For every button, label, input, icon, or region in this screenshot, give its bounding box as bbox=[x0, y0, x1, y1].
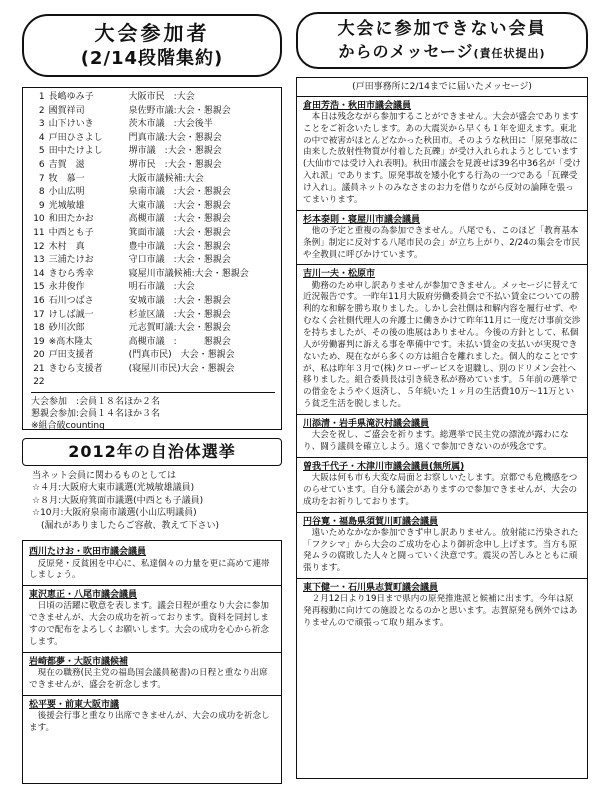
message-author: 松平要・前東大阪市議 bbox=[29, 699, 120, 710]
message bbox=[29, 699, 275, 735]
message-body: 日頃の活躍に敬意を表します。議会日程が重なり大会に参加できませんが、大会の成功を祈っております。資料を同封しますので配布をよろしくお願いします。大会の成功を心から祈念します。 bbox=[29, 601, 269, 647]
member-row bbox=[31, 226, 275, 240]
member-row bbox=[31, 267, 275, 281]
member-name: ※高木隆太 bbox=[48, 336, 93, 347]
divider bbox=[297, 96, 587, 97]
member-number: 10 bbox=[33, 214, 45, 225]
message-author: 東沢恵正・八尾市議会議員 bbox=[29, 590, 138, 601]
message-author: 東下健一・石川県志賀町議会議員 bbox=[303, 583, 439, 594]
member-name: 中西とも子 bbox=[48, 227, 94, 238]
participants-title-line1: 大会参加者 bbox=[94, 21, 210, 45]
member-category: 大東市議 :大会・懇親会 bbox=[128, 200, 231, 211]
member-row bbox=[31, 362, 275, 376]
message-body: 現在の職務(民主党の福島国会議員秘書)の日程と重なり出席できませんが、盛会を祈念します。 bbox=[29, 667, 268, 690]
member-number: 9 bbox=[38, 200, 45, 211]
member-row bbox=[31, 172, 275, 186]
member-category: 元志賀町議:大会・懇親会 bbox=[128, 323, 231, 334]
member-name: 小山広明 bbox=[48, 187, 85, 198]
member-row bbox=[31, 281, 275, 295]
election-line: 当ネット会員に関わるものとしては bbox=[32, 470, 177, 481]
election-line: ☆10月:大阪府泉南市議選(小山広明議員) bbox=[32, 508, 197, 519]
member-name: けしば誠一 bbox=[48, 309, 94, 320]
message bbox=[29, 656, 275, 692]
message bbox=[29, 589, 275, 649]
message-body: 反原発・反貧困を中心に、私達個々の力量を更に高めて連帯しましょう。 bbox=[29, 558, 270, 581]
member-number: 17 bbox=[33, 309, 45, 320]
messages-title bbox=[296, 12, 588, 69]
divider bbox=[297, 210, 587, 211]
member-number: 7 bbox=[38, 173, 45, 184]
member-number: 15 bbox=[33, 282, 45, 293]
member-row bbox=[31, 213, 275, 227]
messages-title-line1: 大会に参加できない会員 bbox=[337, 19, 547, 39]
right-column bbox=[296, 0, 588, 779]
divider bbox=[297, 264, 587, 265]
election-line: ☆８月:大阪府箕面市議選(中西とも子議員) bbox=[32, 495, 204, 506]
member-row bbox=[31, 131, 275, 145]
member-name: きむら秀幸 bbox=[48, 268, 94, 279]
election-line: ☆４月:大阪府大東市議選(光城敏雄議員) bbox=[32, 483, 195, 494]
message bbox=[303, 214, 581, 262]
message-author: 西川たけお・吹田市議会議員 bbox=[29, 547, 147, 558]
messages-title-suffix: (責任状提出) bbox=[473, 46, 546, 60]
message-body: 本日は残念ながら参加することができません。大会が盛会でありますことをご祈念いたします。あの大震災から早くも１年を迎えます。東北の中で被害がほとんどなかった秋田市。そのような秋田に「原発事故に由来した放射性物質が付着した瓦礫」が受け入れられようとしています(大仙市では受け入れ表明)。秋田市議会を見渡せば39名中36名が「受け入れ派」であります。原発事故を矮小化する行為の一つである「瓦礫受け入れ」。議員ネットのみなさまのお力を借りながら反対の論陣を張ってまいります。 bbox=[303, 111, 581, 205]
message-author: 岩崎都夢・大阪市議候補 bbox=[29, 656, 129, 667]
messages-title-line2 bbox=[302, 41, 582, 63]
member-category: 堺市民 :大会・懇親会 bbox=[128, 159, 222, 170]
member-name: 國賀祥司 bbox=[48, 105, 85, 116]
message bbox=[303, 461, 581, 509]
summary-divider bbox=[31, 392, 275, 393]
member-row bbox=[31, 104, 275, 118]
member-name: 牧 慕一 bbox=[48, 173, 85, 184]
member-name: 山下けいき bbox=[48, 119, 94, 130]
member-name: 石川つばさ bbox=[48, 295, 94, 306]
message-author: 倉田芳浩・秋田市議会議員 bbox=[303, 100, 412, 111]
message-author: 吉川一夫・松原市 bbox=[303, 269, 376, 280]
message-body: ２月12日より19日まで県内の原発推進派と候補に出ます。今年は原発再稼動に向けての施設となるのかと思います。志賀原発も例外ではありませんので頑張って取り組みます。 bbox=[303, 594, 578, 629]
member-number: 22 bbox=[33, 377, 45, 388]
election-title: 2012年の自治体選挙 bbox=[22, 438, 282, 466]
summary-line: 懇親会参加:会員１４名ほか３名 bbox=[31, 409, 161, 420]
member-name: 和田たかお bbox=[48, 214, 94, 225]
member-list bbox=[22, 87, 282, 430]
member-category: 杉並区議 :大会・懇親会 bbox=[128, 309, 231, 320]
message-author: 曽我千代子・木津川市議会議員(無所属) bbox=[303, 461, 465, 472]
member-number: 6 bbox=[38, 159, 45, 170]
divider bbox=[23, 652, 281, 653]
left-messages-box bbox=[22, 540, 282, 784]
member-number: 11 bbox=[33, 227, 45, 238]
member-number: 2 bbox=[38, 105, 45, 116]
divider bbox=[23, 585, 281, 586]
member-category: 安城市議 :大会・懇親会 bbox=[128, 295, 231, 306]
member-name: 砂川次郎 bbox=[48, 323, 85, 334]
member-number: 8 bbox=[38, 187, 45, 198]
member-number: 14 bbox=[33, 268, 45, 279]
member-category: 茨木市議 :大会後半 bbox=[128, 119, 213, 130]
message-author: 杉本泰則・寝屋川市議会議員 bbox=[303, 214, 421, 225]
divider bbox=[297, 512, 587, 513]
message bbox=[29, 546, 275, 582]
member-category: 堺市議 :大会・懇親会 bbox=[128, 146, 222, 157]
member-row bbox=[31, 294, 275, 308]
member-number: 20 bbox=[33, 350, 45, 361]
message bbox=[303, 268, 581, 411]
member-row bbox=[31, 145, 275, 159]
message-body: 遠いためなかなか参加できず申し訳ありません。放射能に汚染された「フクシマ」から大会のご成功を心より御祈念申し上げます。当方も原発ムラの腐敗した人々と闘っていく決意です。震災の苦しみとともに頑張ります。 bbox=[303, 527, 579, 574]
member-category: 高槻市議 :大会・懇親会 bbox=[128, 214, 231, 225]
message-author: 円谷寛・福島県須賀川町議会議員 bbox=[303, 516, 439, 527]
divider bbox=[23, 695, 281, 696]
divider bbox=[297, 414, 587, 415]
member-category: 高槻市議 : 懇親会 bbox=[128, 336, 231, 347]
divider bbox=[297, 457, 587, 458]
summary-line: ※組合破counting bbox=[31, 421, 105, 432]
member-row bbox=[31, 376, 275, 390]
member-row bbox=[31, 90, 275, 104]
member-row bbox=[31, 185, 275, 199]
member-category: 守口市議 :大会・懇親会 bbox=[128, 255, 231, 266]
member-category: 豊中市議 :大会・懇親会 bbox=[128, 241, 231, 252]
member-category: (門真市民) 大会・懇親会 bbox=[128, 350, 235, 361]
member-category: 泉南市議 :大会・懇親会 bbox=[128, 187, 231, 198]
member-number: 16 bbox=[33, 295, 45, 306]
member-category: 明石市議 :大会 bbox=[128, 282, 195, 293]
member-name: 木村 真 bbox=[48, 241, 85, 252]
member-name: 長嶋ゆみ子 bbox=[48, 92, 94, 103]
member-number: 5 bbox=[38, 146, 45, 157]
member-row bbox=[31, 308, 275, 322]
member-number: 3 bbox=[38, 119, 45, 130]
message-body: 勤務のため申し訳ありませんが参加できません。メッセージに替えて近況報告です。一昨年11月大阪府労働委員会で不払い賃金についての勝利的な和解を勝ち取りました。しかし会社側は和解内容を履行せず、やむなく会社側代理人の弁護士に働きかけて昨年11月に一度だけ事前交渉を持ちましたが、その後の進展はありません。今後の方針として、私個人が労働審判に訴える事を準備中です。未払い賃金の支払いが実現できないため、現在ながら多くの方は組合を離れました。個人的なことですが、私は昨年３月で(株)クローザービスを退職し、別のドリメン会社へ移りました。組合委員長は引き続き私が務めています。５年前の選挙での借金をようやく返済し、５年続いた１ヶ月の生活費10万～11万という貧乏生活を脱しました。 bbox=[303, 280, 581, 410]
member-name: 光城敏雄 bbox=[48, 200, 85, 211]
participants-title bbox=[22, 14, 282, 77]
message-author: 川添清・岩手県滝沢村議会議員 bbox=[303, 419, 430, 429]
member-category: (寝屋川市民)大会・懇親会 bbox=[128, 363, 235, 374]
member-name: 吉賀 滋 bbox=[48, 159, 85, 170]
member-row bbox=[31, 321, 275, 335]
summary-line: 大会参加 :会員１８名ほか２名 bbox=[31, 397, 161, 408]
member-number: 1 bbox=[38, 92, 45, 103]
member-number: 12 bbox=[33, 241, 45, 252]
left-column bbox=[22, 0, 282, 784]
member-number: 13 bbox=[33, 255, 45, 266]
member-row bbox=[31, 349, 275, 363]
member-number: 21 bbox=[33, 363, 45, 374]
member-name: 田中たけよし bbox=[48, 146, 103, 157]
member-category: 大阪市議候補:大会 bbox=[128, 173, 204, 184]
member-name: きむら支援者 bbox=[48, 363, 103, 374]
member-name: 戸田ひさよし bbox=[48, 132, 103, 143]
election-line: (漏れがありましたらご容赦、教えて下さい) bbox=[32, 520, 220, 531]
member-category: 箕面市議 :大会・懇親会 bbox=[128, 227, 231, 238]
member-category: 門真市議:大会・懇親会 bbox=[128, 132, 222, 143]
message-body: 後援会行事と重なり出席できませんが、大会の成功を祈念します。 bbox=[29, 710, 270, 733]
member-row bbox=[31, 253, 275, 267]
message-body: 他の予定と重複の為参加できません。八尾でも、このほど「教育基本条例」制定に反対する八尾市民の会」が立ち上がり、2/24の集会を市民や全教員に呼びかけています。 bbox=[303, 225, 581, 260]
member-row bbox=[31, 335, 275, 349]
messages-title-line2-text: からのメッセージ bbox=[338, 41, 474, 61]
member-category: 泉佐野市議:大会・懇親会 bbox=[128, 105, 231, 116]
message-body: 大会を祝し、ご盛会を祈ります。総選挙で民主党の漂流が露わになり、闘う議員を確立しよう。遠くで参加できないのが残念です。 bbox=[303, 430, 569, 452]
message bbox=[303, 516, 581, 576]
message bbox=[303, 418, 581, 454]
member-row bbox=[31, 117, 275, 131]
right-messages-box bbox=[296, 77, 588, 779]
member-number: 19 bbox=[33, 336, 45, 347]
election-intro bbox=[32, 470, 282, 533]
member-category: 大阪市民 :大会 bbox=[128, 92, 195, 103]
message bbox=[303, 582, 581, 630]
member-name: 三浦たけお bbox=[48, 255, 94, 266]
member-row bbox=[31, 240, 275, 254]
message-body: 大阪は何も市も大変な局面とお察しいたします。京都でも危機感をつのらせています。自分も議会がありますので参加できませんが、大会の成功をお祈りしております。 bbox=[303, 473, 578, 507]
member-number: 18 bbox=[33, 323, 45, 334]
divider bbox=[297, 578, 587, 579]
member-number: 4 bbox=[38, 132, 45, 143]
participants-title-line2: (2/14段階集約) bbox=[80, 48, 224, 69]
message bbox=[303, 100, 581, 207]
member-row bbox=[31, 158, 275, 172]
messages-notice: (戸田事務所に2/14までに届いたメッセージ) bbox=[352, 81, 532, 92]
member-category: 寝屋川市議候補:大会・懇親会 bbox=[128, 268, 249, 279]
member-name: 戸田支援者 bbox=[48, 350, 94, 361]
member-name: 永井俊作 bbox=[48, 282, 85, 293]
member-row bbox=[31, 199, 275, 213]
